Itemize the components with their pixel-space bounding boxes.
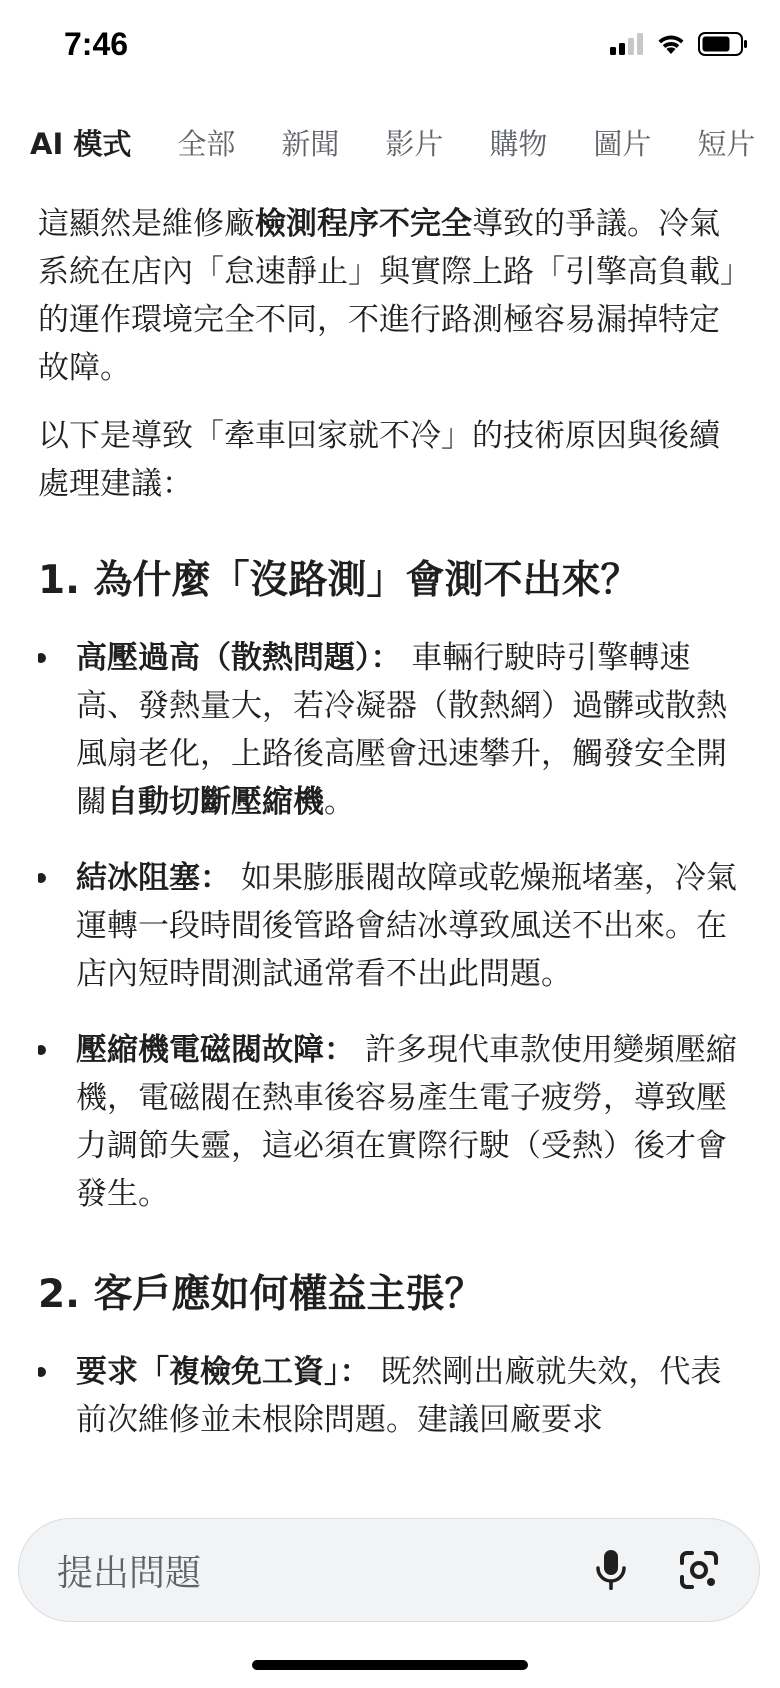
tab-news[interactable]: 新聞	[281, 126, 340, 161]
intro-bold-text: 檢測程序不完全	[255, 206, 472, 242]
status-icons	[610, 32, 748, 60]
tab-all[interactable]: 全部	[177, 126, 236, 161]
intro-paragraph	[38, 200, 738, 392]
camera-lens-icon[interactable]	[669, 1540, 729, 1600]
battery-icon	[698, 32, 748, 60]
status-bar	[0, 0, 780, 96]
intro-text-continued: 導致的爭議。冷氣系統在店內「怠速靜止」與實際上路「引擎高負載」的運作環境完全不同，不進行路測極容易漏掉特定故障。	[38, 206, 736, 386]
bullet-text: 如果膨脹閥故障或乾燥瓶堵塞，冷氣運轉一段時間後管路會結冰導致風送不出來。在店內短時間測試通常看不出此問題。	[76, 860, 737, 992]
intro-paragraph-2: 以下是導致「牽車回家就不冷」的技術原因與後續處理建議：	[38, 418, 720, 502]
content-fade	[38, 1460, 738, 1490]
tab-short-videos[interactable]: 短片	[697, 126, 756, 161]
section-1-heading: 1. 為什麼「沒路測」會測不出來？	[38, 558, 640, 603]
tab-ai-mode[interactable]: AI 模式	[30, 126, 132, 161]
bullet-text: 許多現代車款使用變頻壓縮機，電磁閥在熱車後容易產生電子疲勞，導致壓力調節失靈，這必須在實際行駛（受熱）後才會發生。	[76, 1032, 737, 1212]
microphone-icon[interactable]	[581, 1540, 641, 1600]
home-indicator	[252, 1660, 528, 1670]
bullet-text-end: 。	[324, 784, 355, 820]
ask-input-bar[interactable]	[18, 1518, 760, 1622]
bullet-title: 壓縮機電磁閥故障：	[76, 1032, 355, 1068]
bullet-text: 車輛行駛時引擎轉速高、發熱量大，若冷凝器（散熱網）過髒或散熱風扇老化，上路後高壓會迅速攀升，觸發安全開關	[76, 640, 727, 820]
bullet-title: 要求「複檢免工資」：	[76, 1354, 371, 1390]
list-item	[38, 1348, 738, 1444]
bullet-title: 高壓過高（散熱問題）：	[76, 640, 402, 676]
bullet-text: 既然剛出廠就失效，代表前次維修並未根除問題。建議回廠要求	[76, 1354, 722, 1438]
tab-images[interactable]: 圖片	[593, 126, 652, 161]
ai-answer-content	[38, 200, 738, 1490]
cellular-signal-icon	[610, 33, 644, 59]
section-1-list	[38, 634, 738, 1218]
wifi-icon	[656, 33, 686, 59]
section-2-list	[38, 1348, 738, 1444]
list-item	[38, 854, 738, 998]
intro-text: 這顯然是維修廠	[38, 206, 255, 242]
status-time: 7:46	[64, 26, 129, 62]
tab-shopping[interactable]: 購物	[489, 126, 548, 161]
bullet-bold-text: 自動切斷壓縮機	[107, 784, 324, 820]
tab-videos[interactable]: 影片	[385, 126, 444, 161]
list-item	[38, 1026, 738, 1218]
list-item	[38, 634, 738, 826]
ask-input[interactable]: 提出問題	[57, 1552, 202, 1594]
search-mode-tabs	[30, 112, 780, 172]
bullet-title: 結冰阻塞：	[76, 860, 231, 896]
section-2-heading: 2. 客戶應如何權益主張？	[38, 1272, 484, 1317]
